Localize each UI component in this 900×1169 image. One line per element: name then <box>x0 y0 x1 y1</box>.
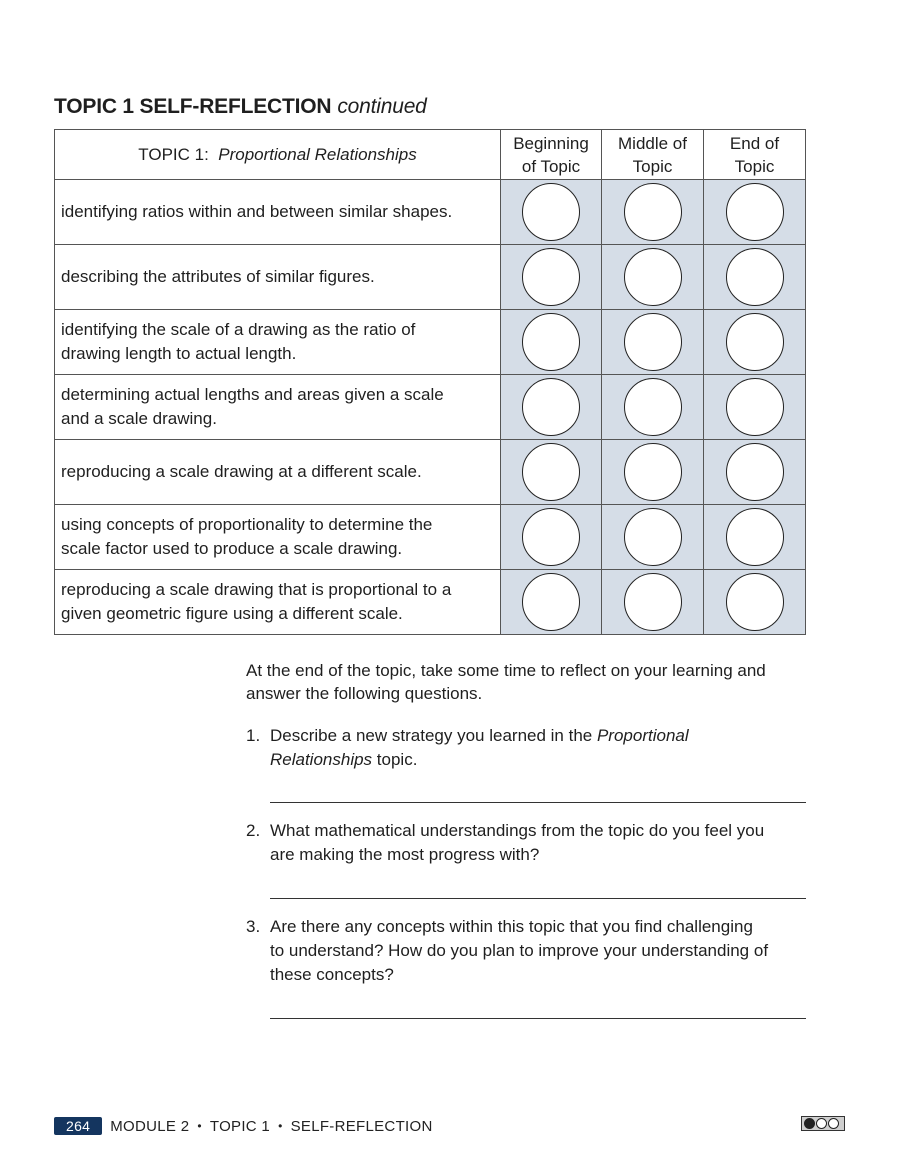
footer-module: MODULE 2 <box>110 1117 190 1135</box>
reflection-intro: At the end of the topic, take some time to reflect on your learning and answer the following questions. <box>246 661 766 703</box>
topic-name: Proportional Relationships <box>218 145 417 164</box>
rating-circle[interactable] <box>522 378 580 436</box>
skill-label: reproducing a scale drawing at a different scale. <box>55 440 501 505</box>
rating-cell-middle <box>602 310 704 375</box>
rating-cell-beginning <box>501 570 602 635</box>
column-header-beginning: Beginning of Topic <box>501 130 602 180</box>
rating-cell-end <box>704 505 806 570</box>
rating-circle[interactable] <box>726 573 784 631</box>
self-reflection-table <box>54 129 806 635</box>
rating-circle[interactable] <box>624 313 682 371</box>
rating-circle[interactable] <box>726 313 784 371</box>
table-row <box>55 505 806 570</box>
rating-circle[interactable] <box>726 443 784 501</box>
table-row <box>55 570 806 635</box>
rating-cell-middle <box>602 180 704 245</box>
rating-cell-end <box>704 310 806 375</box>
rating-cell-middle <box>602 375 704 440</box>
footer-separator: • <box>197 1119 202 1133</box>
by-circle-icon <box>816 1118 827 1129</box>
rating-cell-beginning <box>501 505 602 570</box>
question-number: 3. <box>246 917 261 936</box>
topic-prefix: TOPIC 1: <box>138 145 209 164</box>
rating-cell-middle <box>602 570 704 635</box>
question-1 <box>246 724 806 772</box>
table-row <box>55 375 806 440</box>
table-row <box>55 310 806 375</box>
rating-circle[interactable] <box>522 573 580 631</box>
rating-cell-end <box>704 570 806 635</box>
rating-cell-middle <box>602 245 704 310</box>
question-text: Describe a new strategy you learned in the Proportional Relationships topic. <box>270 726 689 769</box>
rating-circle[interactable] <box>624 183 682 241</box>
rating-circle[interactable] <box>726 248 784 306</box>
footer-topic: TOPIC 1 <box>209 1117 271 1135</box>
cc-circle-icon <box>804 1118 815 1129</box>
question-number: 1. <box>246 726 261 745</box>
table-row <box>55 180 806 245</box>
rating-cell-end <box>704 440 806 505</box>
rating-cell-beginning <box>501 310 602 375</box>
rating-cell-end <box>704 180 806 245</box>
page-title-suffix: continued <box>337 95 427 118</box>
rating-cell-end <box>704 375 806 440</box>
footer-separator: • <box>278 1119 283 1133</box>
rating-circle[interactable] <box>522 443 580 501</box>
question-2 <box>246 819 806 867</box>
page-number: 264 <box>54 1117 102 1135</box>
rating-cell-middle <box>602 505 704 570</box>
skill-label: using concepts of proportionality to determine the scale factor used to produce a scale drawing. <box>55 505 501 570</box>
question-text: What mathematical understandings from the topic do you feel you are making the most progress with? <box>270 821 765 864</box>
rating-circle[interactable] <box>726 378 784 436</box>
answer-line-1[interactable] <box>270 802 806 803</box>
page-title <box>54 95 427 119</box>
rating-cell-beginning <box>501 440 602 505</box>
rating-cell-beginning <box>501 375 602 440</box>
skill-label: identifying ratios within and between similar shapes. <box>55 180 501 245</box>
page-footer <box>54 1117 433 1135</box>
skill-label: identifying the scale of a drawing as the ratio of drawing length to actual length. <box>55 310 501 375</box>
table-header-row <box>55 130 806 180</box>
creative-commons-icon <box>801 1116 845 1131</box>
rating-circle[interactable] <box>726 183 784 241</box>
rating-circle[interactable] <box>522 313 580 371</box>
rating-circle[interactable] <box>726 508 784 566</box>
rating-circle[interactable] <box>624 378 682 436</box>
rating-circle[interactable] <box>624 248 682 306</box>
column-header-end: End of Topic <box>704 130 806 180</box>
nc-circle-icon <box>828 1118 839 1129</box>
page-title-main: TOPIC 1 SELF-REFLECTION <box>54 95 332 118</box>
answer-line-2[interactable] <box>270 898 806 899</box>
rating-cell-middle <box>602 440 704 505</box>
answer-line-3[interactable] <box>270 1018 806 1019</box>
table-row <box>55 440 806 505</box>
footer-section: SELF-REFLECTION <box>290 1117 433 1135</box>
table-row <box>55 245 806 310</box>
rating-circle[interactable] <box>522 248 580 306</box>
skill-label: describing the attributes of similar figures. <box>55 245 501 310</box>
skill-label: determining actual lengths and areas given a scale and a scale drawing. <box>55 375 501 440</box>
question-text: Are there any concepts within this topic that you find challenging to understand? How do you plan to improve your understanding of these concepts? <box>270 917 769 984</box>
skill-label: reproducing a scale drawing that is proportional to a given geometric figure using a different scale. <box>55 570 501 635</box>
topic-header <box>55 130 501 180</box>
rating-circle[interactable] <box>624 573 682 631</box>
question-number: 2. <box>246 821 261 840</box>
rating-circle[interactable] <box>522 508 580 566</box>
question-3 <box>246 915 806 987</box>
column-header-middle: Middle of Topic <box>602 130 704 180</box>
rating-cell-end <box>704 245 806 310</box>
rating-circle[interactable] <box>624 508 682 566</box>
rating-circle[interactable] <box>624 443 682 501</box>
rating-cell-beginning <box>501 180 602 245</box>
rating-circle[interactable] <box>522 183 580 241</box>
rating-cell-beginning <box>501 245 602 310</box>
